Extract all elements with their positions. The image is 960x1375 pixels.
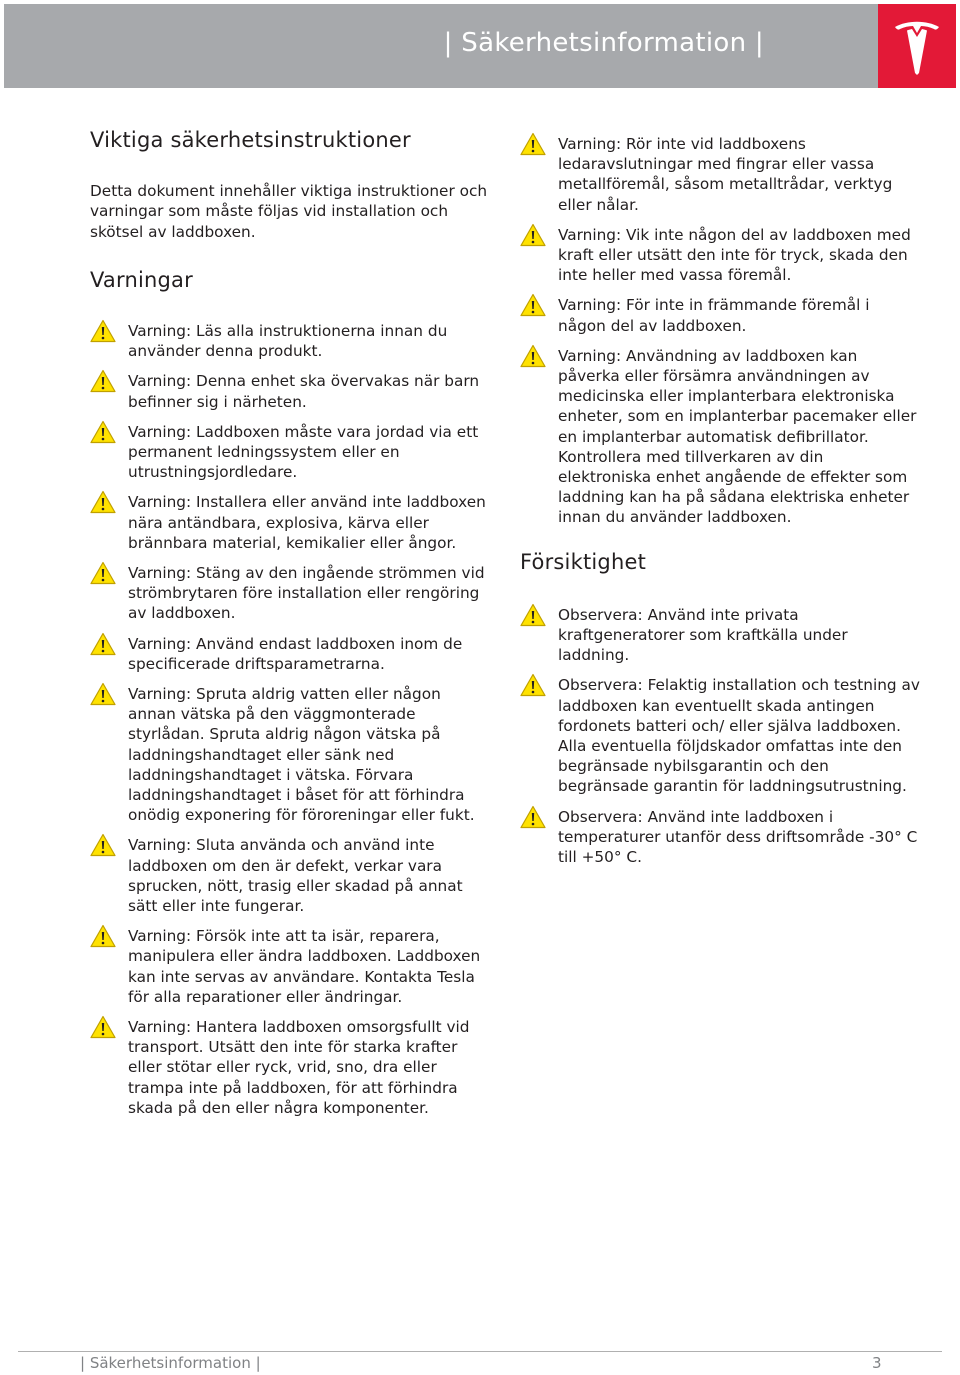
warning-icon xyxy=(90,490,116,514)
warning-icon xyxy=(90,924,116,948)
warning-item xyxy=(90,835,490,916)
caution-item-text: Observera: Använd inte laddboxen i temperaturer utanför dess driftsområde -30° C till +50° C. xyxy=(558,807,918,867)
warning-item-text: Varning: För inte in främmande föremål i någon del av laddboxen. xyxy=(558,296,870,335)
warning-item xyxy=(90,1017,490,1118)
warning-icon xyxy=(520,223,546,247)
tesla-logo-icon xyxy=(893,17,941,75)
warning-icon xyxy=(520,293,546,317)
warning-item xyxy=(90,634,490,674)
warning-icon xyxy=(90,682,116,706)
brand-logo xyxy=(878,4,956,88)
warning-item xyxy=(520,346,920,528)
footer-divider xyxy=(18,1351,942,1352)
caution-icon xyxy=(520,673,546,697)
warnings-heading: Varningar xyxy=(90,267,193,292)
warning-icon xyxy=(90,319,116,343)
warning-item-text: Varning: Spruta aldrig vatten eller någon annan vätska på den väggmonterade styrlådan. Spruta aldrig någon vätska på laddningshandtaget eller sänk ned laddningshandtaget i vätska. Förvara laddningshandtaget i båset för att förhindra onödig exponering för föroreningar eller fukt. xyxy=(128,685,475,825)
page-number: 3 xyxy=(872,1354,882,1372)
caution-item xyxy=(520,675,920,796)
caution-item-text: Observera: Använd inte privata kraftgeneratorer som kraftkälla under laddning. xyxy=(558,605,848,665)
intro-text: Detta dokument innehåller viktiga instruktioner och varningar som måste följas vid installation och skötsel av laddboxen. xyxy=(90,182,488,241)
warning-icon xyxy=(90,369,116,393)
warning-item-text: Varning: Läs alla instruktionerna innan du använder denna produkt. xyxy=(128,321,448,361)
warning-item xyxy=(90,492,490,553)
header-bar xyxy=(4,4,878,88)
left-column xyxy=(90,128,490,1128)
warning-item-text: Varning: Installera eller använd inte laddboxen nära antändbara, explosiva, kärva eller brännbara material, kemikalier eller ångor. xyxy=(128,493,486,552)
main-heading: Viktiga säkerhetsinstruktioner xyxy=(90,128,411,152)
warning-item-text: Varning: Använd endast laddboxen inom de specificerade driftsparametrarna. xyxy=(128,634,463,673)
warning-item-text: Varning: Användning av laddboxen kan påverka eller försämra användningen av medicinska eller implanterbara elektroniska enheter, som en implanterbar pacemaker eller en implanterbar automatisk defibrillator. Kontrollera med tillverkaren av din elektroniska enhet angående de effekter som laddning kan ha på sådana elektriska enheter innan du använder laddboxen. xyxy=(558,346,917,527)
warning-item xyxy=(90,684,490,825)
warning-item xyxy=(520,134,920,215)
warning-item-text: Varning: Rör inte vid laddboxens ledaravslutningar med fingrar eller vassa metallföremål, såsom metalltrådar, verktyg eller nålar. xyxy=(558,135,893,214)
warning-item xyxy=(90,371,490,411)
caution-item-text: Observera: Felaktig installation och testning av laddboxen kan eventuellt skada antingen fordonets batteri och/ eller själva laddboxen. Alla eventuella följdskador omfattas inte den begränsade nybilsgarantin och den begränsade garantin för laddningsutrustning. xyxy=(558,676,920,796)
footer-section-label: | Säkerhetsinformation | xyxy=(80,1354,261,1372)
warning-icon xyxy=(90,833,116,857)
warning-item-text: Varning: Hantera laddboxen omsorgsfullt vid transport. Utsätt den inte för starka krafter eller stötar eller ryck, vrid, sno, dra eller trampa inte på laddboxen, för att förhindra skada på den eller några komponenter. xyxy=(128,1018,470,1117)
caution-icon xyxy=(520,603,546,627)
warning-item xyxy=(520,295,920,335)
warning-icon xyxy=(520,132,546,156)
warning-item xyxy=(90,926,490,1007)
caution-icon xyxy=(520,805,546,829)
warning-icon xyxy=(90,632,116,656)
warning-item-text: Varning: Laddboxen måste vara jordad via ett permanent ledningssystem eller en utrustningsjordledare. xyxy=(128,422,479,482)
cautions-list xyxy=(520,605,920,867)
warning-icon xyxy=(520,344,546,368)
warnings-list xyxy=(90,321,490,1118)
warning-item-text: Varning: Vik inte någon del av laddboxen med kraft eller utsätt den inte för tryck, skada den inte heller med vassa föremål. xyxy=(558,225,911,285)
caution-item xyxy=(520,605,920,666)
warning-item xyxy=(90,422,490,483)
warning-item-text: Varning: Försök inte att ta isär, reparera, manipulera eller ändra laddboxen. Laddboxen kan inte servas av användare. Kontakta Tesla för alla reparationer eller ändringar. xyxy=(128,927,481,1006)
warning-item xyxy=(520,225,920,286)
warning-icon xyxy=(90,561,116,585)
warning-item-text: Varning: Stäng av den ingående strömmen vid strömbrytaren före installation eller rengöring av laddboxen. xyxy=(128,564,485,623)
warning-item-text: Varning: Denna enhet ska övervakas när barn befinner sig i närheten. xyxy=(128,372,480,411)
caution-item xyxy=(520,807,920,868)
page-title: | Säkerhetsinformation | xyxy=(443,28,764,58)
warning-item xyxy=(90,321,490,361)
warning-icon xyxy=(90,420,116,444)
warning-item-text: Varning: Sluta använda och använd inte laddboxen om den är defekt, verkar vara sprucken, nött, trasig eller skadad på annat sätt eller inte fungerar. xyxy=(128,836,463,916)
warning-icon xyxy=(90,1015,116,1039)
warnings-list-continued xyxy=(520,134,920,528)
caution-heading: Försiktighet xyxy=(520,549,647,574)
warning-item xyxy=(90,563,490,624)
right-column xyxy=(520,128,920,877)
